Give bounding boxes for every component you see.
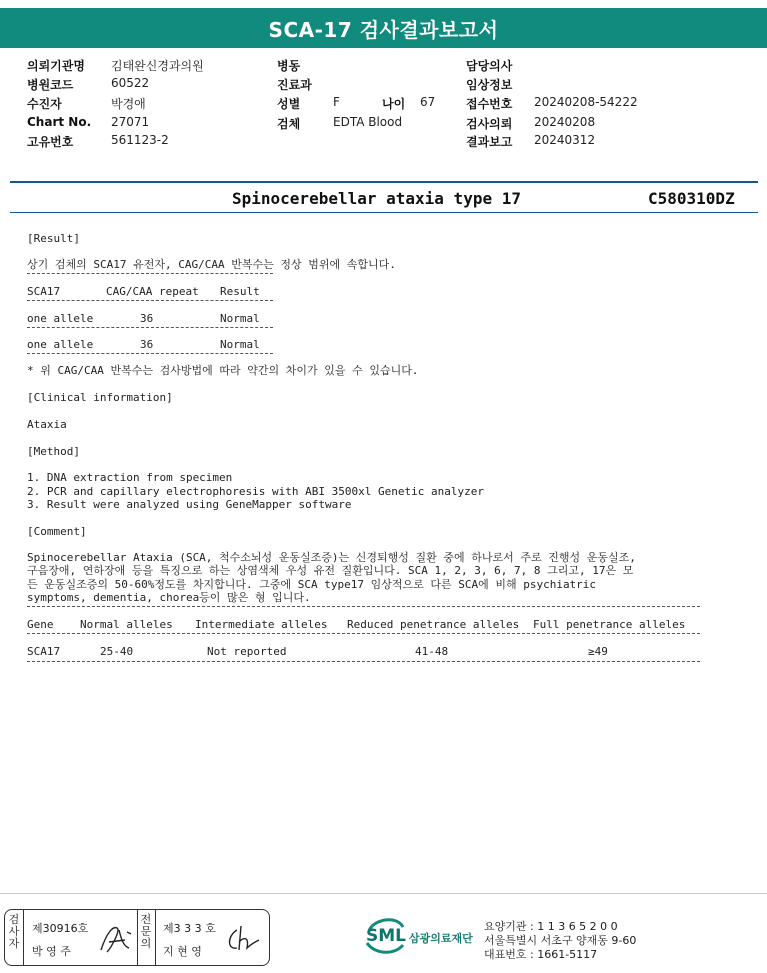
signer-license-no: 제30916호 xyxy=(32,922,89,935)
agency-code: 요양기관 : 1 1 3 6 5 2 0 0 xyxy=(484,920,618,933)
result-table-rule xyxy=(27,327,273,328)
reduced-col-header: Reduced penetrance alleles xyxy=(347,618,520,631)
label-doctor: 담당의사 xyxy=(466,59,513,73)
method-step: 2. PCR and capillary electrophoresis with ABI 3500xl Genetic analyzer xyxy=(27,485,484,498)
test-name: Spinocerebellar ataxia type 17 xyxy=(232,189,521,208)
result-row-1-repeat: 36 xyxy=(140,312,154,325)
info-row-2 xyxy=(0,76,767,94)
result-row-1-allele: one allele xyxy=(27,312,94,325)
result-col-result: Result xyxy=(220,285,260,298)
footer-divider xyxy=(0,893,767,894)
info-row-5 xyxy=(0,133,767,151)
value-age: 67 xyxy=(420,95,436,109)
comment-line: Spinocerebellar Ataxia (SCA, 척수소뇌성 운동실조증)는 신경퇴행성 질환 중에 하나로서 주로 진행성 운동실조, xyxy=(27,551,636,564)
phone: 대표번호 : 1661-5117 xyxy=(484,948,598,961)
test-code: C580310DZ xyxy=(648,189,735,208)
result-table-rule xyxy=(27,300,273,301)
value-hospital-code: 60522 xyxy=(111,76,150,90)
signature-mark xyxy=(223,922,263,956)
label-hospital-code: 병원코드 xyxy=(27,78,74,92)
signature-box xyxy=(4,909,270,966)
full-col-header: Full penetrance alleles xyxy=(533,618,686,631)
address: 서울특별시 서초구 양재동 9-60 xyxy=(484,934,637,947)
label-patient: 수진자 xyxy=(27,97,62,111)
value-requester: 김태완신경과의원 xyxy=(111,59,204,73)
label-chart-no: Chart No. xyxy=(27,115,92,129)
clinical-text: Ataxia xyxy=(27,418,67,431)
value-request-date: 20240208 xyxy=(534,115,596,129)
signer-role-label: 검 사 자 xyxy=(8,913,20,950)
result-col-gene: SCA17 xyxy=(27,285,61,298)
label-age: 나이 xyxy=(382,97,406,111)
method-step: 1. DNA extraction from specimen xyxy=(27,471,233,484)
clinical-heading: [Clinical information] xyxy=(27,391,173,404)
label-clinical-info: 임상정보 xyxy=(466,78,513,92)
reduced-cell: 41-48 xyxy=(415,645,449,658)
intermediate-cell: Not reported xyxy=(207,645,287,658)
result-summary: 상기 검체의 SCA17 유전자, CAG/CAA 반복수는 정상 범위에 속합니다. xyxy=(27,258,396,271)
result-row-2-result: Normal xyxy=(220,338,260,351)
label-report-date: 결과보고 xyxy=(466,135,513,149)
comment-table-rule xyxy=(27,633,700,634)
value-report-date: 20240312 xyxy=(534,133,596,147)
comment-table-rule xyxy=(27,606,700,607)
full-cell: ≥49 xyxy=(588,645,608,658)
value-receipt-no: 20240208-54222 xyxy=(534,95,638,109)
normal-cell: 25-40 xyxy=(100,645,134,658)
comment-line: symptoms, dementia, chorea등이 많은 형 입니다. xyxy=(27,591,311,604)
result-heading: [Result] xyxy=(27,232,80,245)
result-row-1-result: Normal xyxy=(220,312,260,325)
result-col-repeat: CAG/CAA repeat xyxy=(106,285,199,298)
result-row-2-repeat: 36 xyxy=(140,338,154,351)
org-name: 삼광의료재단 xyxy=(409,932,473,945)
info-row-4 xyxy=(0,115,767,133)
value-specimen: EDTA Blood xyxy=(333,115,403,129)
comment-line: 구음장애, 연하장애 등을 특징으로 하는 상염색체 우성 유전 질환입니다. SCA 1, 2, 3, 6, 7, 8 그리고, 17은 모 xyxy=(27,564,634,577)
top-rule xyxy=(10,181,758,183)
value-sex: F xyxy=(333,95,340,109)
gene-col-header: Gene xyxy=(27,618,54,631)
gene-cell: SCA17 xyxy=(27,645,61,658)
signer-name: 박 영 주 xyxy=(32,945,71,958)
result-row-2-allele: one allele xyxy=(27,338,94,351)
label-unique-no: 고유번호 xyxy=(27,135,74,149)
value-unique-no: 561123-2 xyxy=(111,133,169,147)
result-table-rule xyxy=(27,273,273,274)
comment-table-rule xyxy=(27,661,700,662)
intermediate-col-header: Intermediate alleles xyxy=(195,618,328,631)
comment-heading: [Comment] xyxy=(27,525,87,538)
info-row-1 xyxy=(0,57,767,75)
bottom-rule xyxy=(10,212,758,213)
method-step: 3. Result were analyzed using GeneMapper software xyxy=(27,498,352,511)
signature-divider xyxy=(23,910,24,965)
specialist-license-no: 제3 3 3 호 xyxy=(163,922,216,935)
logo-text: SML xyxy=(366,926,406,946)
normal-col-header: Normal alleles xyxy=(80,618,173,631)
report-title: SCA-17 검사결과보고서 xyxy=(0,8,767,48)
label-ward: 병동 xyxy=(277,59,301,73)
comment-line: 든 운동실조증의 50-60%정도를 차지합니다. 그중에 SCA type17 임상적으로 다른 SCA에 비해 psychiatric xyxy=(27,578,597,591)
label-department: 진료과 xyxy=(277,78,312,92)
value-chart-no: 27071 xyxy=(111,115,150,129)
result-note: * 위 CAG/CAA 반복수는 검사방법에 따라 약간의 차이가 있을 수 있습니다. xyxy=(27,364,419,377)
label-specimen: 검체 xyxy=(277,117,301,131)
signature-divider xyxy=(155,910,156,965)
label-requester: 의뢰기관명 xyxy=(27,59,85,73)
label-sex: 성별 xyxy=(277,97,301,111)
label-receipt-no: 접수번호 xyxy=(466,97,513,111)
specialist-name: 지 현 영 xyxy=(163,945,202,958)
signature-mark xyxy=(97,922,135,956)
label-request-date: 검사의뢰 xyxy=(466,117,513,131)
value-patient: 박경애 xyxy=(111,97,146,111)
result-table-rule xyxy=(27,353,273,354)
specialist-role-label: 전 문 의 xyxy=(140,913,152,950)
info-row-3 xyxy=(0,95,767,113)
signature-divider xyxy=(137,910,138,965)
method-heading: [Method] xyxy=(27,445,80,458)
